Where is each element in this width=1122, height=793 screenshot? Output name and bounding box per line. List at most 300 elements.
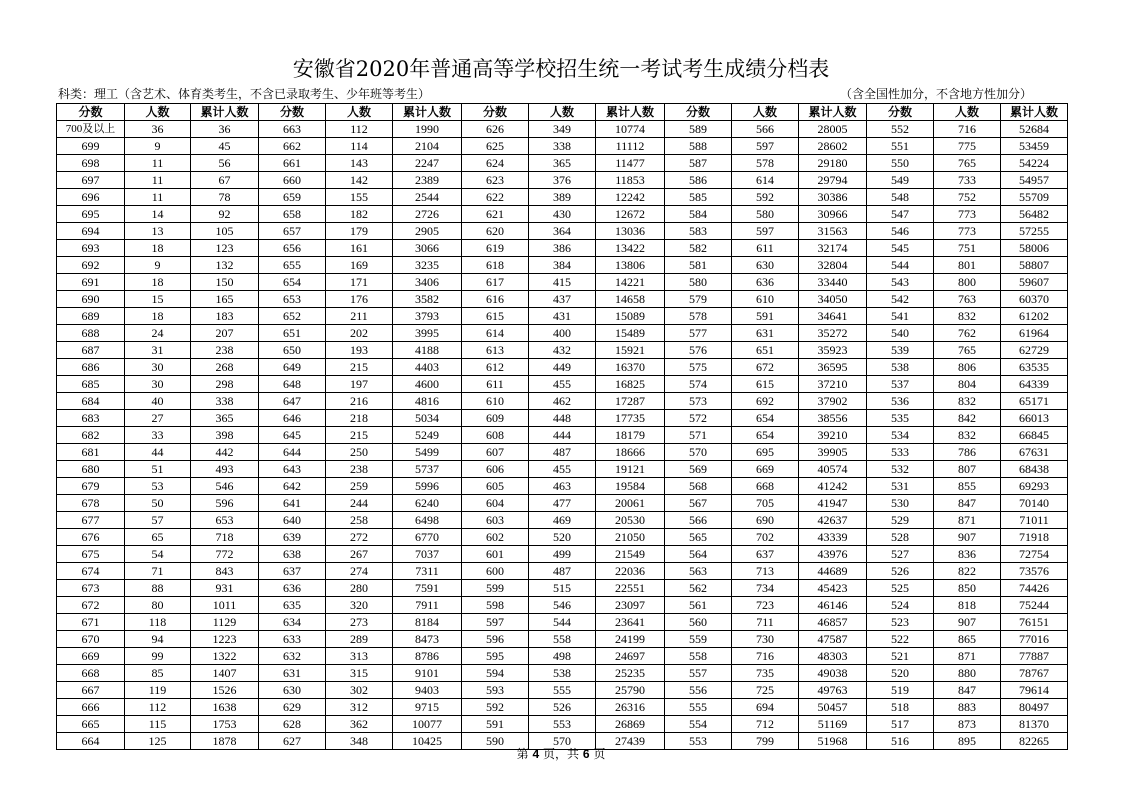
table-cell: 68438 [1001, 461, 1068, 478]
table-cell: 639 [259, 529, 326, 546]
table-cell: 539 [867, 342, 934, 359]
table-cell: 40 [125, 393, 191, 410]
table-cell: 348 [326, 733, 393, 750]
table-row [57, 478, 1068, 495]
table-cell: 216 [326, 393, 393, 410]
table-cell: 123 [191, 240, 259, 257]
table-cell: 865 [934, 631, 1001, 648]
table-cell: 5996 [393, 478, 462, 495]
table-cell: 871 [934, 512, 1001, 529]
table-cell: 595 [462, 648, 529, 665]
table-cell: 349 [529, 121, 596, 138]
table-cell: 12242 [596, 189, 665, 206]
table-cell: 238 [326, 461, 393, 478]
table-cell: 16370 [596, 359, 665, 376]
table-cell: 26869 [596, 716, 665, 733]
table-cell: 655 [259, 257, 326, 274]
table-cell: 555 [665, 699, 732, 716]
table-cell: 699 [57, 138, 125, 155]
table-row [57, 631, 1068, 648]
column-header: 人数 [732, 104, 799, 121]
table-cell: 2247 [393, 155, 462, 172]
table-cell: 663 [259, 121, 326, 138]
table-cell: 762 [934, 325, 1001, 342]
table-cell: 142 [326, 172, 393, 189]
table-cell: 1011 [191, 597, 259, 614]
table-cell: 7911 [393, 597, 462, 614]
table-cell: 520 [529, 529, 596, 546]
table-cell: 21050 [596, 529, 665, 546]
table-cell: 541 [867, 308, 934, 325]
table-cell: 654 [259, 274, 326, 291]
footer-suffix: 页 [589, 747, 606, 761]
table-cell: 684 [57, 393, 125, 410]
table-cell: 713 [732, 563, 799, 580]
table-cell: 656 [259, 240, 326, 257]
table-cell: 643 [259, 461, 326, 478]
table-header [57, 104, 1068, 121]
table-cell: 53459 [1001, 138, 1068, 155]
table-cell: 272 [326, 529, 393, 546]
table-cell: 625 [462, 138, 529, 155]
table-cell: 67631 [1001, 444, 1068, 461]
table-cell: 33 [125, 427, 191, 444]
table-cell: 692 [57, 257, 125, 274]
table-cell: 700及以上 [57, 121, 125, 138]
table-cell: 843 [191, 563, 259, 580]
table-cell: 907 [934, 614, 1001, 631]
table-cell: 597 [462, 614, 529, 631]
table-cell: 31 [125, 342, 191, 359]
table-cell: 646 [259, 410, 326, 427]
table-cell: 59607 [1001, 274, 1068, 291]
table-cell: 633 [259, 631, 326, 648]
table-cell: 807 [934, 461, 1001, 478]
table-cell: 624 [462, 155, 529, 172]
table-cell: 613 [462, 342, 529, 359]
column-header: 分数 [57, 104, 125, 121]
table-cell: 850 [934, 580, 1001, 597]
table-cell: 588 [665, 138, 732, 155]
column-header: 累计人数 [393, 104, 462, 121]
table-cell: 653 [259, 291, 326, 308]
table-cell: 54224 [1001, 155, 1068, 172]
table-cell: 578 [732, 155, 799, 172]
table-cell: 763 [934, 291, 1001, 308]
table-cell: 631 [732, 325, 799, 342]
table-cell: 561 [665, 597, 732, 614]
table-row [57, 597, 1068, 614]
table-cell: 635 [259, 597, 326, 614]
table-cell: 61202 [1001, 308, 1068, 325]
table-cell: 619 [462, 240, 529, 257]
table-cell: 569 [665, 461, 732, 478]
table-cell: 57255 [1001, 223, 1068, 240]
table-cell: 53 [125, 478, 191, 495]
table-cell: 666 [57, 699, 125, 716]
table-cell: 580 [732, 206, 799, 223]
table-cell: 765 [934, 342, 1001, 359]
table-cell: 30 [125, 359, 191, 376]
table-cell: 589 [665, 121, 732, 138]
table-cell: 598 [462, 597, 529, 614]
table-cell: 568 [665, 478, 732, 495]
table-cell: 56 [191, 155, 259, 172]
table-cell: 640 [259, 512, 326, 529]
table-cell: 259 [326, 478, 393, 495]
table-cell: 25235 [596, 665, 665, 682]
table-cell: 215 [326, 427, 393, 444]
table-cell: 547 [867, 206, 934, 223]
table-cell: 10077 [393, 716, 462, 733]
table-cell: 13422 [596, 240, 665, 257]
table-cell: 42637 [799, 512, 867, 529]
table-cell: 529 [867, 512, 934, 529]
table-cell: 94 [125, 631, 191, 648]
table-cell: 773 [934, 206, 1001, 223]
table-cell: 32174 [799, 240, 867, 257]
table-cell: 653 [191, 512, 259, 529]
table-cell: 585 [665, 189, 732, 206]
table-row [57, 682, 1068, 699]
table-body [57, 121, 1068, 750]
table-row [57, 699, 1068, 716]
table-cell: 895 [934, 733, 1001, 750]
table-cell: 13 [125, 223, 191, 240]
table-cell: 3995 [393, 325, 462, 342]
table-cell: 873 [934, 716, 1001, 733]
table-cell: 442 [191, 444, 259, 461]
table-row [57, 512, 1068, 529]
table-cell: 9101 [393, 665, 462, 682]
table-cell: 587 [665, 155, 732, 172]
table-cell: 8786 [393, 648, 462, 665]
table-cell: 105 [191, 223, 259, 240]
table-cell: 71918 [1001, 529, 1068, 546]
table-cell: 605 [462, 478, 529, 495]
table-cell: 70140 [1001, 495, 1068, 512]
table-cell: 99 [125, 648, 191, 665]
table-cell: 14 [125, 206, 191, 223]
table-cell: 546 [529, 597, 596, 614]
table-cell: 39210 [799, 427, 867, 444]
table-cell: 171 [326, 274, 393, 291]
table-cell: 615 [462, 308, 529, 325]
table-cell: 692 [732, 393, 799, 410]
table-cell: 27 [125, 410, 191, 427]
table-cell: 11 [125, 172, 191, 189]
table-cell: 3066 [393, 240, 462, 257]
table-cell: 30 [125, 376, 191, 393]
table-cell: 2544 [393, 189, 462, 206]
table-cell: 114 [326, 138, 393, 155]
table-cell: 51169 [799, 716, 867, 733]
table-cell: 630 [259, 682, 326, 699]
table-cell: 1129 [191, 614, 259, 631]
table-cell: 601 [462, 546, 529, 563]
table-cell: 15089 [596, 308, 665, 325]
column-header: 分数 [665, 104, 732, 121]
table-cell: 92 [191, 206, 259, 223]
table-cell: 24 [125, 325, 191, 342]
table-cell: 49038 [799, 665, 867, 682]
table-cell: 752 [934, 189, 1001, 206]
table-cell: 493 [191, 461, 259, 478]
table-cell: 15 [125, 291, 191, 308]
table-cell: 143 [326, 155, 393, 172]
table-cell: 9403 [393, 682, 462, 699]
table-row [57, 648, 1068, 665]
table-cell: 554 [665, 716, 732, 733]
table-cell: 7591 [393, 580, 462, 597]
table-cell: 694 [732, 699, 799, 716]
table-cell: 28005 [799, 121, 867, 138]
table-row [57, 495, 1068, 512]
table-cell: 79614 [1001, 682, 1068, 699]
table-cell: 632 [259, 648, 326, 665]
table-cell: 77887 [1001, 648, 1068, 665]
table-cell: 614 [462, 325, 529, 342]
table-cell: 112 [326, 121, 393, 138]
table-cell: 82265 [1001, 733, 1068, 750]
table-cell: 580 [665, 274, 732, 291]
bonus-points-note: （含全国性加分，不含地方性加分） [839, 87, 1032, 101]
table-cell: 806 [934, 359, 1001, 376]
table-cell: 551 [867, 138, 934, 155]
table-cell: 2905 [393, 223, 462, 240]
table-cell: 880 [934, 665, 1001, 682]
table-cell: 603 [462, 512, 529, 529]
table-cell: 73576 [1001, 563, 1068, 580]
table-cell: 654 [732, 410, 799, 427]
table-row [57, 444, 1068, 461]
table-cell: 654 [732, 427, 799, 444]
table-row [57, 529, 1068, 546]
table-cell: 364 [529, 223, 596, 240]
table-cell: 77016 [1001, 631, 1068, 648]
table-cell: 679 [57, 478, 125, 495]
table-cell: 516 [867, 733, 934, 750]
table-cell: 822 [934, 563, 1001, 580]
table-cell: 41947 [799, 495, 867, 512]
table-cell: 250 [326, 444, 393, 461]
table-cell: 33440 [799, 274, 867, 291]
table-cell: 733 [934, 172, 1001, 189]
table-cell: 532 [867, 461, 934, 478]
table-cell: 23641 [596, 614, 665, 631]
table-cell: 686 [57, 359, 125, 376]
table-cell: 543 [867, 274, 934, 291]
table-cell: 31563 [799, 223, 867, 240]
table-cell: 50457 [799, 699, 867, 716]
table-row [57, 665, 1068, 682]
table-cell: 125 [125, 733, 191, 750]
table-cell: 6498 [393, 512, 462, 529]
table-cell: 531 [867, 478, 934, 495]
table-cell: 627 [259, 733, 326, 750]
table-cell: 463 [529, 478, 596, 495]
footer-middle: 页，共 [539, 747, 583, 761]
table-cell: 289 [326, 631, 393, 648]
table-cell: 683 [57, 410, 125, 427]
table-cell: 22036 [596, 563, 665, 580]
table-cell: 582 [665, 240, 732, 257]
table-cell: 1526 [191, 682, 259, 699]
table-cell: 64339 [1001, 376, 1068, 393]
table-cell: 608 [462, 427, 529, 444]
table-cell: 661 [259, 155, 326, 172]
table-cell: 687 [57, 342, 125, 359]
table-cell: 799 [732, 733, 799, 750]
table-row [57, 580, 1068, 597]
table-cell: 678 [57, 495, 125, 512]
table-cell: 11 [125, 155, 191, 172]
table-cell: 544 [867, 257, 934, 274]
table-cell: 11 [125, 189, 191, 206]
table-cell: 614 [732, 172, 799, 189]
table-cell: 907 [934, 529, 1001, 546]
table-cell: 610 [732, 291, 799, 308]
table-cell: 455 [529, 461, 596, 478]
table-cell: 244 [326, 495, 393, 512]
table-cell: 651 [732, 342, 799, 359]
table-cell: 1990 [393, 121, 462, 138]
table-cell: 644 [259, 444, 326, 461]
table-cell: 431 [529, 308, 596, 325]
page-footer [0, 746, 1122, 762]
table-cell: 649 [259, 359, 326, 376]
table-cell: 705 [732, 495, 799, 512]
table-row [57, 546, 1068, 563]
table-cell: 1223 [191, 631, 259, 648]
table-cell: 112 [125, 699, 191, 716]
table-cell: 3582 [393, 291, 462, 308]
table-cell: 40574 [799, 461, 867, 478]
table-cell: 583 [665, 223, 732, 240]
table-cell: 78 [191, 189, 259, 206]
table-cell: 30966 [799, 206, 867, 223]
table-row [57, 342, 1068, 359]
table-cell: 577 [665, 325, 732, 342]
table-cell: 21549 [596, 546, 665, 563]
table-cell: 527 [867, 546, 934, 563]
table-cell: 669 [732, 461, 799, 478]
table-cell: 29794 [799, 172, 867, 189]
table-cell: 634 [259, 614, 326, 631]
table-cell: 34641 [799, 308, 867, 325]
table-row [57, 240, 1068, 257]
page-title: 安徽省2020年普通高等学校招生统一考试考生成绩分档表 [292, 57, 830, 81]
table-cell: 18 [125, 308, 191, 325]
table-cell: 546 [191, 478, 259, 495]
table-cell: 596 [191, 495, 259, 512]
table-cell: 690 [732, 512, 799, 529]
table-cell: 847 [934, 682, 1001, 699]
table-cell: 20530 [596, 512, 665, 529]
table-cell: 672 [57, 597, 125, 614]
table-cell: 659 [259, 189, 326, 206]
table-cell: 590 [462, 733, 529, 750]
table-cell: 43976 [799, 546, 867, 563]
table-cell: 437 [529, 291, 596, 308]
table-cell: 6770 [393, 529, 462, 546]
table-cell: 444 [529, 427, 596, 444]
table-cell: 27439 [596, 733, 665, 750]
table-cell: 576 [665, 342, 732, 359]
table-cell: 723 [732, 597, 799, 614]
table-cell: 735 [732, 665, 799, 682]
table-cell: 581 [665, 257, 732, 274]
table-cell: 38556 [799, 410, 867, 427]
table-row [57, 376, 1068, 393]
table-cell: 871 [934, 648, 1001, 665]
table-cell: 18666 [596, 444, 665, 461]
table-cell: 36 [191, 121, 259, 138]
column-header: 人数 [529, 104, 596, 121]
table-cell: 553 [665, 733, 732, 750]
table-cell: 19584 [596, 478, 665, 495]
table-cell: 681 [57, 444, 125, 461]
table-cell: 533 [867, 444, 934, 461]
table-cell: 522 [867, 631, 934, 648]
total-page-count: 6 [582, 747, 590, 761]
table-cell: 72754 [1001, 546, 1068, 563]
table-cell: 60370 [1001, 291, 1068, 308]
table-cell: 530 [867, 495, 934, 512]
table-cell: 520 [867, 665, 934, 682]
table-cell: 612 [462, 359, 529, 376]
table-row [57, 206, 1068, 223]
table-cell: 674 [57, 563, 125, 580]
table-cell: 449 [529, 359, 596, 376]
table-cell: 685 [57, 376, 125, 393]
table-cell: 690 [57, 291, 125, 308]
table-cell: 648 [259, 376, 326, 393]
table-cell: 11477 [596, 155, 665, 172]
table-cell: 315 [326, 665, 393, 682]
table-cell: 832 [934, 308, 1001, 325]
table-cell: 636 [732, 274, 799, 291]
table-cell: 26316 [596, 699, 665, 716]
table-cell: 566 [732, 121, 799, 138]
table-cell: 52684 [1001, 121, 1068, 138]
table-cell: 20061 [596, 495, 665, 512]
table-row [57, 172, 1068, 189]
table-cell: 80 [125, 597, 191, 614]
table-cell: 665 [57, 716, 125, 733]
table-row [57, 716, 1068, 733]
table-cell: 57 [125, 512, 191, 529]
table-cell: 54 [125, 546, 191, 563]
table-cell: 544 [529, 614, 596, 631]
table-cell: 570 [529, 733, 596, 750]
table-cell: 546 [867, 223, 934, 240]
table-cell: 1322 [191, 648, 259, 665]
table-cell: 81370 [1001, 716, 1068, 733]
table-cell: 602 [462, 529, 529, 546]
table-cell: 629 [259, 699, 326, 716]
table-cell: 267 [326, 546, 393, 563]
table-cell: 15921 [596, 342, 665, 359]
table-cell: 567 [665, 495, 732, 512]
table-cell: 725 [732, 682, 799, 699]
table-cell: 9 [125, 257, 191, 274]
table-cell: 1407 [191, 665, 259, 682]
table-cell: 573 [665, 393, 732, 410]
table-cell: 44689 [799, 563, 867, 580]
table-cell: 66845 [1001, 427, 1068, 444]
table-cell: 25790 [596, 682, 665, 699]
